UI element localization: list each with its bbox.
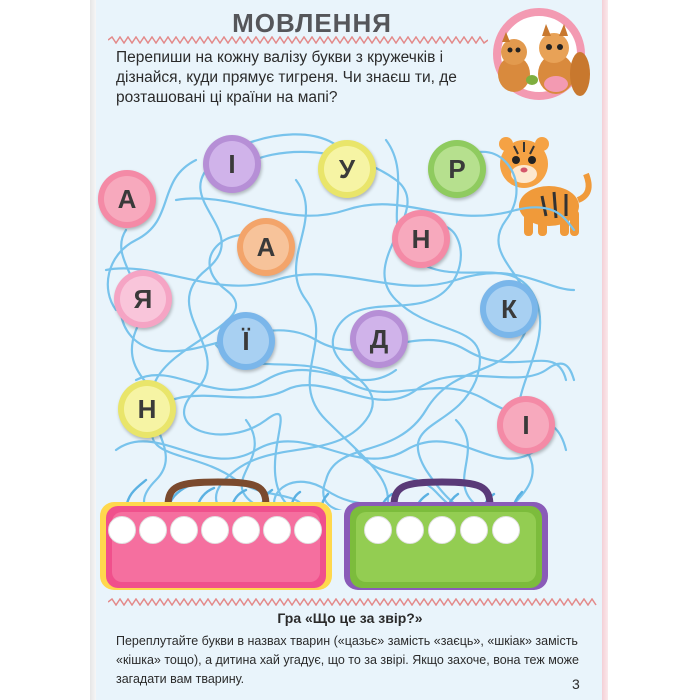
letter-circle-3: У xyxy=(318,140,376,198)
letter-circle-2: І xyxy=(203,135,261,193)
pink-suitcase-slot-4 xyxy=(201,516,229,544)
pink-suitcase-slot-7 xyxy=(294,516,322,544)
green-suitcase-slot-1 xyxy=(364,516,392,544)
pink-suitcase-slot-5 xyxy=(232,516,260,544)
letter-circle-4: Р xyxy=(428,140,486,198)
pink-suitcase-slot-2 xyxy=(139,516,167,544)
letter-circle-10: Д xyxy=(350,310,408,368)
letter-circle-1: А xyxy=(98,170,156,228)
letter-circle-8: К xyxy=(480,280,538,338)
game-description: Переплутайте букви в назвах тварин («цазьє» замість «заєць», «шкіак» замість «кішка» тощо), а дитина хай угадує, що то за звірі. Якщо захоче, вона теж може загадати вам тварину. xyxy=(116,634,579,686)
game-zigzag-divider xyxy=(108,598,598,606)
letter-circle-11: Н xyxy=(118,380,176,438)
green-suitcase-slot-5 xyxy=(492,516,520,544)
letter-circle-12: І xyxy=(497,396,555,454)
letter-circle-6: Н xyxy=(392,210,450,268)
pink-suitcase-slot-3 xyxy=(170,516,198,544)
letter-circle-5: А xyxy=(237,218,295,276)
page-right-edge xyxy=(602,0,608,700)
letter-circle-9: Ї xyxy=(217,312,275,370)
game-title: Гра «Що це за звір?» xyxy=(277,610,423,626)
green-suitcase-slot-3 xyxy=(428,516,456,544)
page-number: 3 xyxy=(572,676,580,692)
letter-circle-7: Я xyxy=(114,270,172,328)
title-zigzag-divider xyxy=(108,36,488,44)
squirrels-icon xyxy=(484,2,594,112)
green-suitcase-slot-4 xyxy=(460,516,488,544)
green-suitcase-slot-2 xyxy=(396,516,424,544)
pink-suitcase-slot-6 xyxy=(263,516,291,544)
pink-suitcase-slot-1 xyxy=(108,516,136,544)
section-title: МОВЛЕННЯ xyxy=(232,8,392,38)
task-instructions: Перепиши на кожну валізу букви з кружечків і дізнайся, куди прямує тигреня. Чи знаєш ти, де розташовані ці країни на мапі? xyxy=(116,49,457,106)
